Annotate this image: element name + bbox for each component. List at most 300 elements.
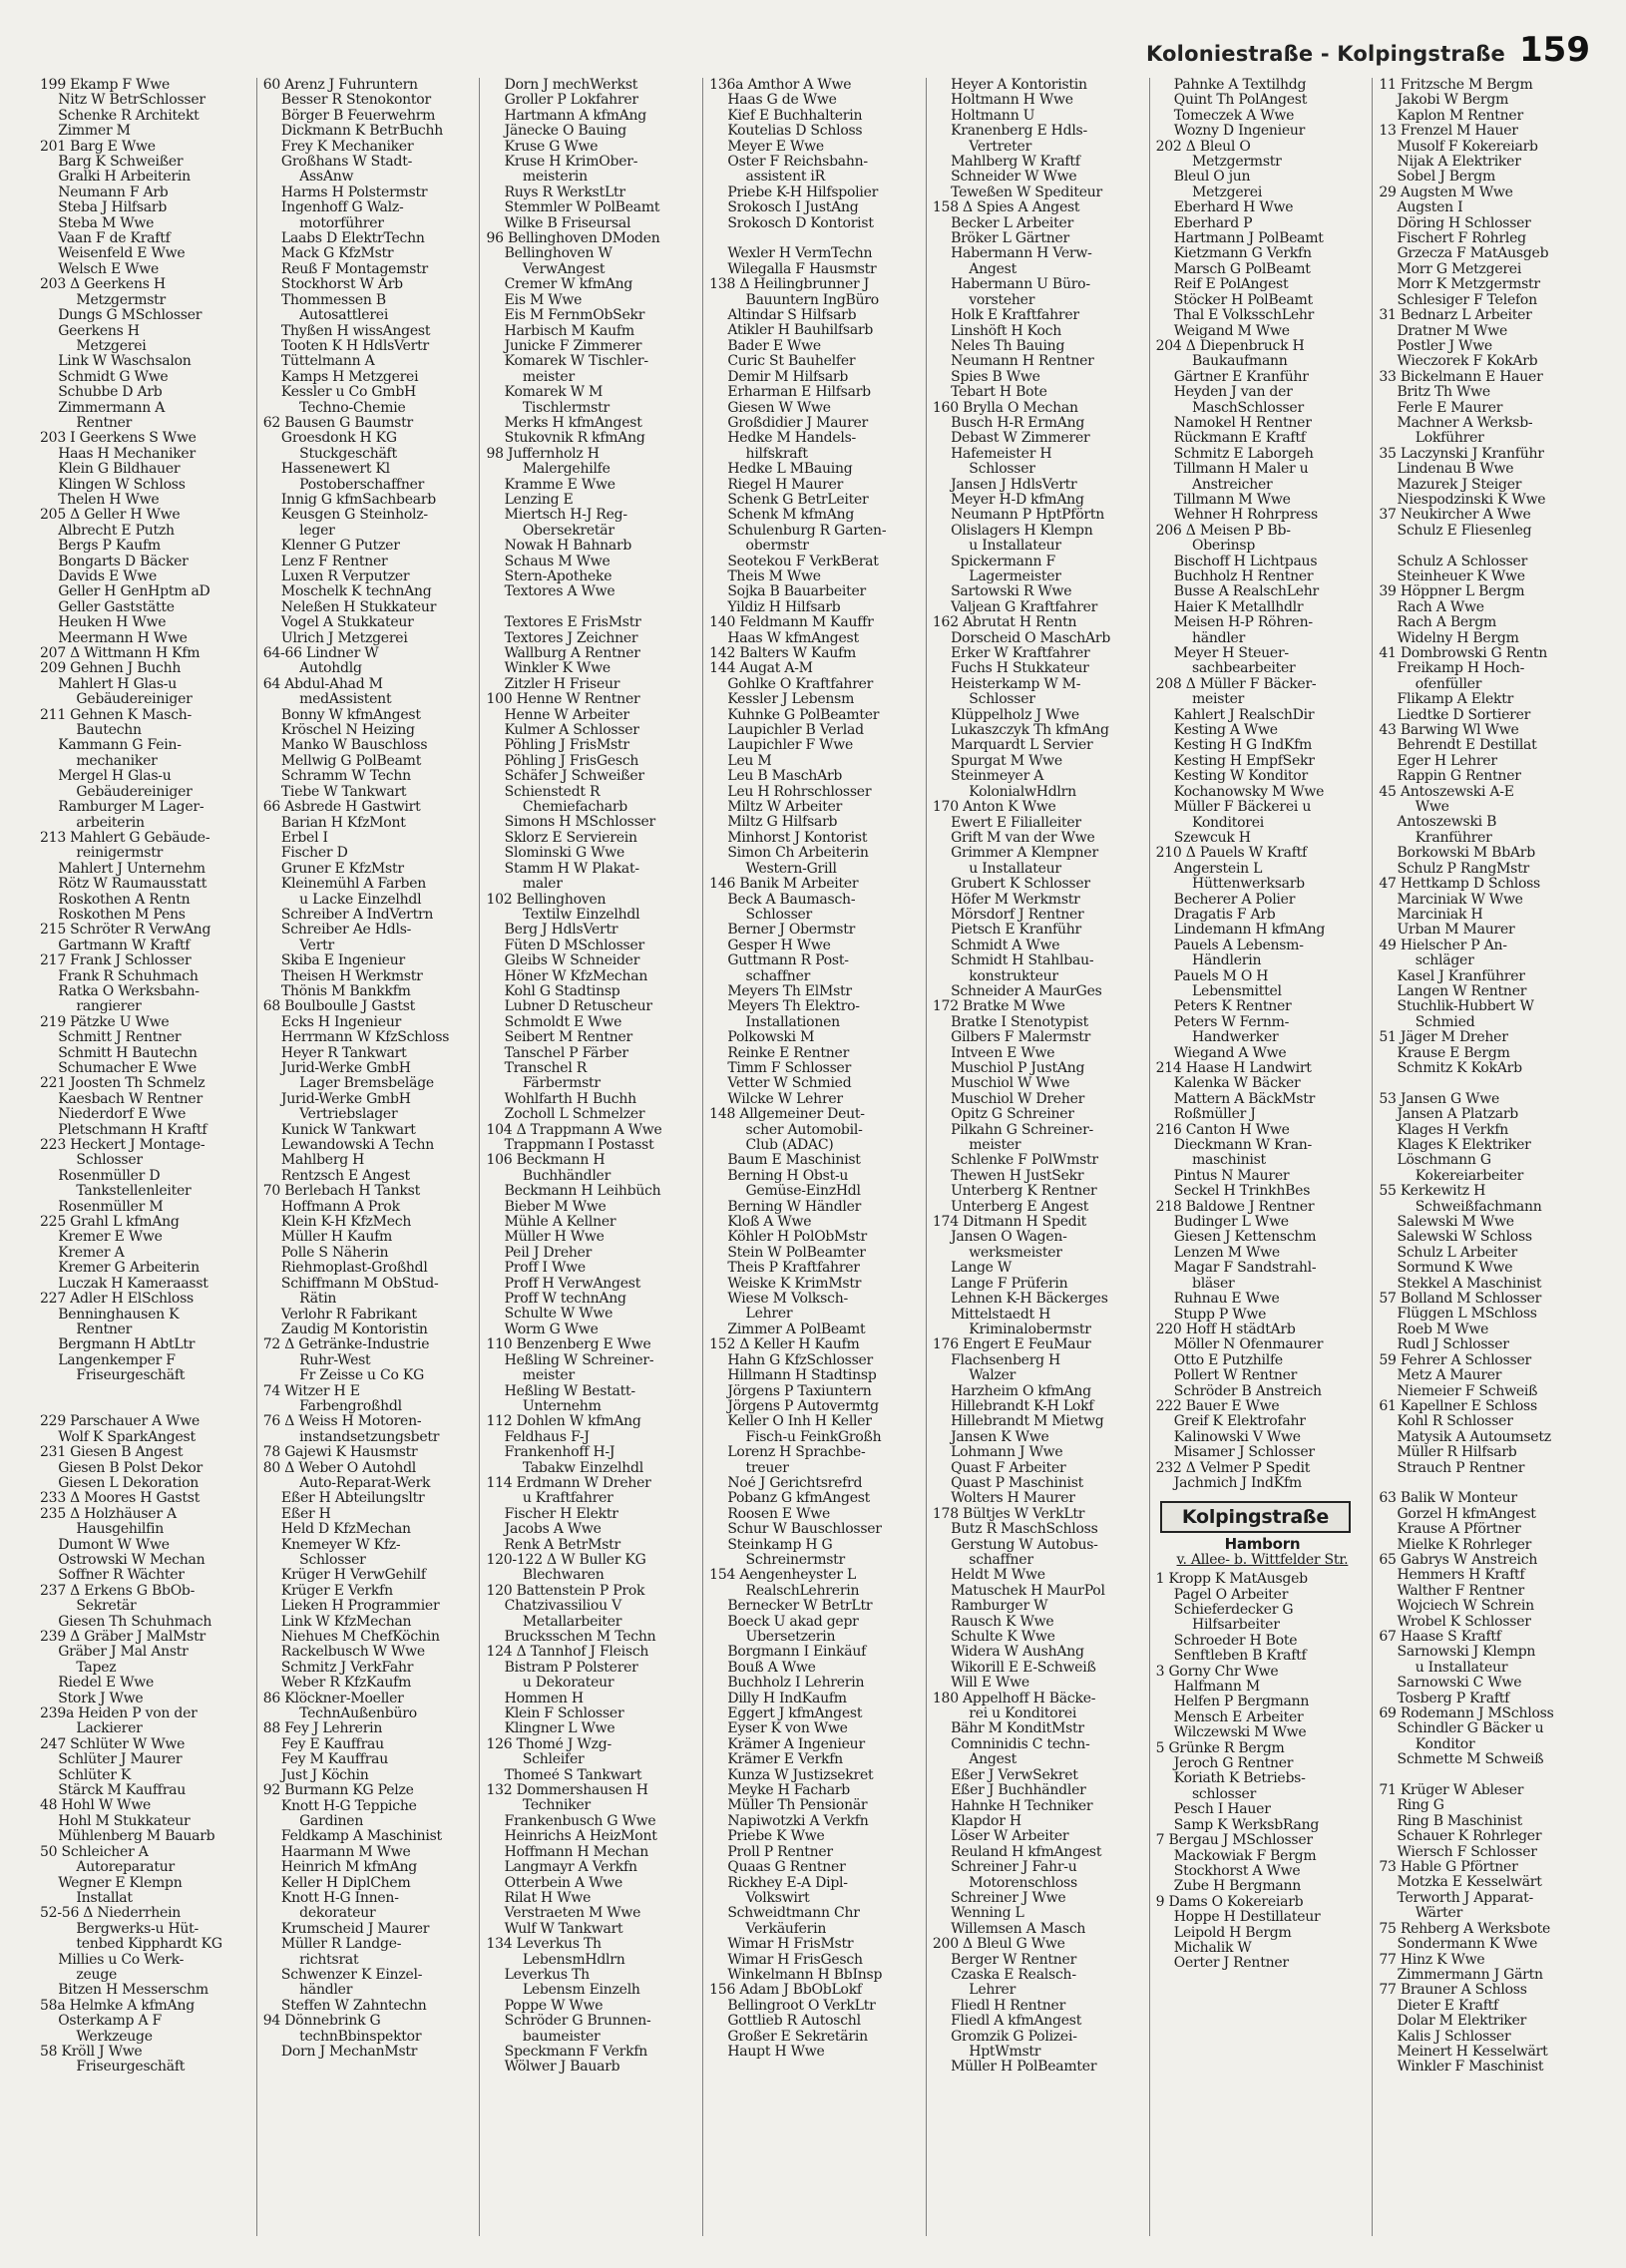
resident-entry: Dickmann K BetrBuchh	[280, 124, 444, 140]
resident-entry: Kesting H EmpfSekr	[1173, 753, 1315, 769]
resident-entry: Mackowiak F Bergm	[1173, 1848, 1317, 1864]
resident-entry: Buchholz H Rentner	[1173, 569, 1314, 584]
resident-entry: Ostrowski W Mechan	[58, 1552, 205, 1568]
resident-entry: Guttmann R Post-	[727, 953, 849, 969]
resident-entry: Müller F Bäckerei u	[1173, 800, 1312, 816]
resident-entry: Davids E Wwe	[58, 569, 158, 584]
resident-entry: Thal E VolksschLehr	[1173, 308, 1315, 324]
resident-entry: Bratke I Stenotypist	[951, 1014, 1088, 1030]
resident-entry: Zaudig M Kontoristin	[280, 1322, 428, 1337]
resident-entry: Habermann H Verw-	[951, 246, 1092, 262]
address-entry: 63 Balik W Monteur	[1379, 1491, 1517, 1507]
resident-entry: Schumacher E Wwe	[58, 1061, 197, 1076]
resident-entry: Gohlke O Kraftfahrer	[727, 676, 874, 692]
entry-continuation: Anstreicher	[1191, 477, 1273, 493]
resident-entry: Harbisch M Kaufm	[504, 323, 634, 339]
entry-continuation: Werkzeuge	[76, 2029, 153, 2045]
resident-entry: Kasel J Kranführer	[1397, 968, 1525, 984]
resident-entry: Heßling W Bestatt-	[504, 1383, 635, 1399]
resident-entry: Schulz E Fliesenleg	[1397, 523, 1532, 539]
address-entry: 218 Baldowe J Rentner	[1155, 1199, 1315, 1215]
entry-continuation: KolonialwHdlrn	[969, 784, 1076, 800]
resident-entry: Sobel J Bergm	[1397, 170, 1496, 186]
resident-entry: Borkowski M BbArb	[1397, 846, 1535, 862]
resident-entry: Pagel O Arbeiter	[1173, 1587, 1289, 1603]
resident-entry: Langenkemper F	[58, 1352, 176, 1368]
resident-entry: Holk E Kraftfahrer	[951, 308, 1079, 324]
resident-entry: Laupichler F Wwe	[727, 738, 854, 754]
entry-continuation: Lackierer	[76, 1721, 143, 1737]
resident-entry: Fischer H Elektr	[504, 1506, 618, 1522]
resident-entry: Quast F Arbeiter	[951, 1460, 1066, 1476]
resident-entry: Koriath K Betriebs-	[1173, 1771, 1306, 1787]
resident-entry: Luxen R Verputzer	[280, 569, 410, 584]
resident-entry: Reif E PolAngest	[1173, 277, 1289, 293]
address-entry: 77 Hinz K Wwe	[1379, 1952, 1485, 1968]
resident-entry: Metz A Maurer	[1397, 1368, 1502, 1384]
resident-entry: Jörgens P Autovermtg	[727, 1398, 879, 1414]
address-entry: 52-56 Δ Niederrhein	[40, 1906, 182, 1922]
resident-entry: Giesen B Polst Dekor	[58, 1460, 203, 1476]
resident-entry: Bader E Wwe	[727, 338, 821, 354]
resident-entry: Benninghausen K	[58, 1307, 180, 1323]
address-entry: 57 Bolland M Schlosser	[1379, 1292, 1542, 1308]
entry-continuation: Unternehm	[522, 1398, 602, 1414]
entry-continuation: Ruhr-West	[299, 1352, 371, 1368]
resident-entry: Kleinemühl A Farben	[280, 877, 427, 893]
entry-continuation: vorsteher	[969, 292, 1035, 308]
resident-entry: Jörgens P Taxiuntern	[727, 1383, 872, 1399]
resident-entry: Samp K WerksbRang	[1173, 1817, 1320, 1833]
resident-entry: Dilly H IndKaufm	[727, 1691, 847, 1706]
address-entry: 220 Hoff H städtArb	[1155, 1322, 1296, 1337]
resident-entry: Döring H Schlosser	[1397, 215, 1531, 231]
spacer	[1379, 1476, 1592, 1491]
address-entry: 59 Fehrer A Schlosser	[1379, 1352, 1531, 1368]
resident-entry: Bischoff H Lichtpaus	[1173, 554, 1318, 569]
address-entry: 39 Höppner L Bergm	[1379, 584, 1525, 600]
resident-entry: Sojka B Bauarbeiter	[727, 584, 866, 600]
entry-continuation: meister	[969, 1138, 1021, 1154]
resident-entry: Zimmer M	[58, 124, 131, 140]
address-entry: 72 Δ Getränke-Industrie	[262, 1337, 430, 1353]
address-entry: 146 Banik M Arbeiter	[709, 877, 859, 893]
resident-entry: Curic St Bauhelfer	[727, 354, 856, 370]
entry-continuation: Schlosser	[969, 462, 1035, 478]
entry-continuation: bläser	[1191, 1276, 1235, 1292]
resident-entry: Meyer H Steuer-	[1173, 646, 1289, 662]
address-entry: 64 Abdul-Ahad M	[262, 676, 383, 692]
resident-entry: Hommen H	[504, 1691, 584, 1706]
resident-entry: Willemsen A Masch	[951, 1921, 1086, 1937]
resident-entry: Teweßen W Spediteur	[951, 185, 1102, 200]
resident-entry: Busse A RealschLehr	[1173, 584, 1319, 600]
resident-entry: Schreiber A IndVertrn	[280, 907, 434, 923]
resident-entry: Meermann H Wwe	[58, 630, 188, 646]
directory-columns	[34, 78, 1595, 2236]
resident-entry: Boeck U akad gepr	[727, 1614, 859, 1630]
entry-continuation: Kokereiarbeiter	[1415, 1168, 1524, 1184]
resident-entry: Heinrichs A HeizMont	[504, 1829, 657, 1845]
entry-continuation: Autohdlg	[299, 661, 362, 677]
resident-entry: Simon Ch Arbeiterin	[727, 846, 869, 862]
entry-continuation: Textilw Einzelhdl	[522, 907, 640, 923]
entry-continuation: Lebensmittel	[1191, 983, 1282, 999]
resident-entry: Berning H Obst-u	[727, 1168, 849, 1184]
resident-entry: Ring B Maschinist	[1397, 1813, 1522, 1829]
resident-entry: Link W KfzMechan	[280, 1614, 412, 1630]
resident-entry: Mühlenberg M Bauarb	[58, 1829, 215, 1845]
entry-continuation: u Kraftfahrer	[522, 1491, 613, 1507]
resident-entry: Haupt H Wwe	[727, 2044, 825, 2060]
resident-entry: Müller Th Pensionär	[727, 1798, 868, 1814]
address-entry: 174 Ditmann H Spedit	[932, 1215, 1087, 1231]
resident-entry: Gromzik G Polizei-	[951, 2029, 1077, 2045]
resident-entry: Link W Waschsalon	[58, 354, 192, 370]
resident-entry: Becherer A Polier	[1173, 892, 1296, 908]
resident-entry: Jansen A Platzarb	[1397, 1107, 1518, 1123]
resident-entry: Textores A Wwe	[504, 584, 615, 600]
resident-entry: Rach A Bergm	[1397, 615, 1497, 631]
entry-continuation: Lagermeister	[969, 569, 1061, 584]
address-entry: 225 Grahl L kfmAng	[40, 1215, 180, 1231]
resident-entry: Bongarts D Bäcker	[58, 554, 189, 569]
resident-entry: Skiba E Ingenieur	[280, 953, 405, 969]
resident-entry: Neumann H Rentner	[951, 354, 1094, 370]
resident-entry: Quaas G Rentner	[727, 1860, 846, 1876]
resident-entry: Beck A Baumasch-	[727, 892, 856, 908]
resident-entry: Schulte K Wwe	[951, 1630, 1055, 1646]
resident-entry: Weigand M Wwe	[1173, 323, 1290, 339]
resident-entry: Lange W	[951, 1261, 1013, 1277]
entry-continuation: dekorateur	[299, 1906, 376, 1922]
street-range: v. Allee- b. Wittfelder Str.	[1176, 1551, 1349, 1568]
resident-entry: Gesper H Wwe	[727, 938, 831, 953]
resident-entry: Bellingroot O VerkLtr	[727, 1998, 876, 2014]
resident-entry: Lohmann J Wwe	[951, 1445, 1063, 1461]
resident-entry: Textores E FrisMstr	[504, 615, 641, 631]
resident-entry: Feldhaus F-J	[504, 1429, 590, 1445]
resident-entry: Kohl G Stadtinsp	[504, 983, 620, 999]
address-entry: 64-66 Lindner W	[262, 646, 379, 662]
resident-entry: Wieczorek F KokArb	[1397, 354, 1538, 370]
resident-entry: Beckmann H Leihbüch	[504, 1184, 661, 1200]
resident-entry: Olislagers H Klempn	[951, 523, 1093, 539]
entry-continuation: schläger	[1415, 953, 1474, 969]
address-entry: 158 Δ Spies A Angest	[932, 200, 1080, 216]
resident-entry: Müller H PolBeamter	[951, 2060, 1097, 2076]
resident-entry: Altindar S Hilfsarb	[727, 308, 857, 324]
resident-entry: Schroeder H Bote	[1173, 1633, 1298, 1649]
resident-entry: Frey K Mechaniker	[280, 139, 414, 155]
entry-continuation: Installat	[76, 1890, 133, 1906]
entry-continuation: Techno-Chemie	[299, 400, 406, 416]
resident-entry: Innig G kfmSachbearb	[280, 492, 436, 508]
resident-entry: Merks H kfmAngest	[504, 415, 642, 431]
resident-entry: Roskothen A Rentn	[58, 892, 191, 908]
resident-entry: Bleul O jun	[1173, 170, 1251, 186]
resident-entry: Bergs P Kaufm	[58, 539, 161, 555]
resident-entry: Kremer G Arbeiterin	[58, 1261, 200, 1277]
resident-entry: Harms H Polstermstr	[280, 185, 428, 200]
resident-entry: Hillmann H Stadtinsp	[727, 1368, 877, 1384]
entry-continuation: Konditor	[1415, 1736, 1475, 1752]
address-entry: 227 Adler H ElSchloss	[40, 1292, 194, 1308]
entry-continuation: Lokführer	[1415, 431, 1484, 447]
resident-entry: Transchel R	[504, 1060, 588, 1076]
resident-entry: Kranenberg E Hdls-	[951, 124, 1087, 140]
resident-entry: Köhler H PolObMstr	[727, 1230, 867, 1246]
address-entry: 132 Dommershausen H	[486, 1783, 648, 1799]
resident-entry: Motzka E Kesselwärt	[1397, 1875, 1542, 1891]
address-entry: 102 Bellinghoven	[486, 892, 607, 908]
address-entry: 1 Kropp K MatAusgeb	[1155, 1572, 1308, 1588]
resident-entry: Schmette M Schweiß	[1397, 1752, 1544, 1768]
resident-entry: Proll P Rentner	[727, 1844, 833, 1860]
resident-entry: Millies u Co Werk-	[58, 1952, 185, 1968]
resident-entry: Ingenhoff G Walz-	[280, 200, 404, 216]
resident-entry: Held D KfzMechan	[280, 1522, 411, 1538]
resident-entry: Marciniak W Wwe	[1397, 892, 1523, 908]
resident-entry: Musolf F Kokereiarb	[1397, 139, 1538, 155]
address-entry: 160 Brylla O Mechan	[932, 400, 1078, 416]
resident-entry: Hahn G KfzSchlosser	[727, 1352, 873, 1368]
resident-entry: Klein F Schlosser	[504, 1706, 624, 1722]
resident-entry: Jänecke O Bauing	[504, 124, 626, 140]
resident-entry: Hohl M Stukkateur	[58, 1813, 191, 1829]
resident-entry: Hoffmann A Prok	[280, 1199, 400, 1215]
resident-entry: Welsch E Wwe	[58, 261, 160, 277]
resident-entry: Schauer K Rohrleger	[1397, 1829, 1542, 1845]
resident-entry: Berger W Rentner	[951, 1952, 1077, 1968]
address-entry: 92 Burmann KG Pelze	[262, 1783, 414, 1799]
resident-entry: Rausch K Wwe	[951, 1614, 1054, 1630]
entry-continuation: Konditorei	[1191, 815, 1264, 831]
resident-entry: Worm G Wwe	[504, 1322, 599, 1337]
resident-entry: Helfen P Bergmann	[1173, 1695, 1310, 1710]
address-entry: 100 Henne W Rentner	[486, 692, 640, 708]
entry-continuation: VerwAngest	[522, 261, 606, 277]
resident-entry: Szewcuk H	[1173, 830, 1251, 846]
address-entry: 233 Δ Moores H Gastst	[40, 1491, 201, 1507]
address-entry: 45 Antoszewski A-E	[1379, 784, 1514, 800]
entry-continuation: Metzgerei	[76, 338, 147, 354]
resident-entry: Kalis J Schlosser	[1397, 2029, 1511, 2045]
resident-entry: Klapdor H	[951, 1813, 1021, 1829]
entry-continuation: schaffner	[969, 1553, 1033, 1568]
resident-entry: Dorn J mechWerkst	[504, 78, 638, 93]
resident-entry: Wexler H VermTechn	[727, 246, 873, 262]
entry-continuation: Händlerin	[1191, 953, 1262, 969]
resident-entry: Wilcke W Lehrer	[727, 1091, 843, 1107]
resident-entry: Schlüter K	[58, 1767, 132, 1783]
address-entry: 62 Bausen G Baumstr	[262, 415, 413, 431]
resident-entry: Niehues M ChefKöchin	[280, 1630, 440, 1646]
resident-entry: Dratner M Wwe	[1397, 323, 1508, 339]
entry-continuation: HptWmstr	[969, 2045, 1041, 2060]
resident-entry: Jansen J HdlsVertr	[951, 477, 1077, 493]
resident-entry: Klein G Bildhauer	[58, 462, 181, 478]
entry-continuation: werksmeister	[969, 1245, 1062, 1261]
resident-entry: Jansen O Wagen-	[951, 1230, 1067, 1246]
resident-entry: Proff I Wwe	[504, 1261, 586, 1277]
resident-entry: Schmitz E Laborgeh	[1173, 446, 1314, 462]
address-entry: 3 Gorny Chr Wwe	[1155, 1664, 1279, 1680]
resident-entry: Schlenke F PolWmstr	[951, 1153, 1098, 1169]
resident-entry: Flüggen L MSchloss	[1397, 1307, 1537, 1323]
resident-entry: Kramme E Wwe	[504, 477, 615, 493]
column-3	[479, 78, 702, 2236]
resident-entry: Stukovnik R kfmAng	[504, 431, 645, 447]
entry-continuation: Sekretär	[76, 1599, 137, 1615]
resident-entry: Proff W technAng	[504, 1292, 626, 1308]
entry-continuation: Stuckgeschäft	[299, 446, 397, 462]
resident-entry: Herrmann W KfzSchloss	[280, 1030, 450, 1046]
resident-entry: Schiffmann M ObStud-	[280, 1276, 439, 1292]
resident-entry: Sarnowski J Klempn	[1397, 1645, 1536, 1661]
resident-entry: Dieter E Kraftf	[1397, 1998, 1498, 2014]
resident-entry: Lubner D Retuscheur	[504, 999, 652, 1015]
resident-entry: Klages K Elektriker	[1397, 1138, 1531, 1153]
entry-continuation: Schlosser	[745, 907, 812, 923]
address-entry: 65 Gabrys W Anstreich	[1379, 1552, 1538, 1568]
resident-entry: Steinkamp H G	[727, 1537, 833, 1553]
resident-entry: Kalenka W Bäcker	[1173, 1076, 1301, 1092]
resident-entry: Brucksschen M Techn	[504, 1630, 656, 1646]
resident-entry: Albrecht E Putzh	[58, 523, 175, 539]
resident-entry: Muschiol W Wwe	[951, 1076, 1070, 1092]
resident-entry: Hartmann A kfmAng	[504, 108, 646, 124]
resident-entry: Rappin G Rentner	[1397, 769, 1521, 785]
resident-entry: Chatzivassiliou V	[504, 1599, 621, 1615]
entry-continuation: baumeister	[522, 2029, 601, 2045]
entry-continuation: maler	[522, 877, 563, 893]
resident-entry: Kessler J Lebensm	[727, 692, 855, 708]
resident-entry: Gilbers F Malermstr	[951, 1030, 1091, 1046]
resident-entry: Klingner L Wwe	[504, 1721, 615, 1737]
column-2	[256, 78, 480, 2236]
address-entry: 48 Hohl W Wwe	[40, 1798, 152, 1814]
resident-entry: Leverkus Th	[504, 1967, 590, 1983]
resident-entry: Terworth J Apparat-	[1397, 1890, 1534, 1906]
address-entry: 78 Gajewi K Hausmstr	[262, 1445, 418, 1461]
resident-entry: Kulmer A Schlosser	[504, 723, 639, 739]
resident-entry: Zimmermann J Gärtn	[1397, 1967, 1543, 1983]
entry-continuation: Bauuntern IngBüro	[745, 292, 879, 308]
resident-entry: Schmitz K KokArb	[1397, 1060, 1522, 1076]
address-entry: 231 Giesen B Angest	[40, 1445, 184, 1461]
resident-entry: Feldkamp A Maschinist	[280, 1829, 442, 1845]
resident-entry: Sondermann K Wwe	[1397, 1937, 1538, 1953]
resident-entry: Klingen W Schloss	[58, 477, 186, 493]
entry-continuation: RealschLehrerin	[745, 1583, 860, 1599]
resident-entry: Eßer H Abteilungsltr	[280, 1491, 425, 1507]
resident-entry: Gralki H Arbeiterin	[58, 170, 191, 186]
resident-entry: Reinke E Rentner	[727, 1045, 850, 1061]
resident-entry: Stockhorst A Wwe	[1173, 1863, 1301, 1879]
resident-entry: Eberhard H Wwe	[1173, 200, 1294, 216]
address-entry: 70 Berlebach H Tankst	[262, 1184, 420, 1200]
resident-entry: Pletschmann H Kraftf	[58, 1122, 207, 1138]
address-entry: 138 Δ Heilingbrunner J	[709, 277, 870, 293]
entry-continuation: Oberinsp	[1191, 539, 1256, 555]
entry-continuation: Kranführer	[1415, 830, 1492, 846]
resident-entry: Verstraeten M Wwe	[504, 1906, 641, 1922]
resident-entry: Baum E Maschinist	[727, 1153, 861, 1169]
resident-entry: Widelny H Bergm	[1397, 630, 1519, 646]
address-entry: 60 Arenz J Fuhruntern	[262, 78, 418, 93]
address-entry: 114 Erdmann W Dreher	[486, 1475, 651, 1491]
resident-entry: Priebe K-H Hilfspolier	[727, 185, 879, 200]
resident-entry: Mörsdorf J Rentner	[951, 907, 1084, 923]
address-entry: 110 Benzenberg E Wwe	[486, 1337, 651, 1353]
resident-entry: Moschelk K technAng	[280, 584, 432, 600]
resident-entry: Machner A Werksb-	[1397, 415, 1533, 431]
resident-entry: Haier K Metallhdlr	[1173, 599, 1304, 615]
entry-continuation: medAssistent	[299, 692, 392, 708]
resident-entry: Gartmann W Kraftf	[58, 938, 191, 953]
resident-entry: Krüger H VerwGehilf	[280, 1568, 426, 1584]
entry-continuation: Friseurgeschäft	[76, 2060, 186, 2076]
entry-continuation: Obersekretär	[522, 523, 614, 539]
resident-entry: Schneider W Wwe	[951, 170, 1077, 186]
address-entry: 67 Haase S Kraftf	[1379, 1629, 1501, 1645]
entry-continuation: Walzer	[969, 1368, 1016, 1384]
resident-entry: Renk A BetrMstr	[504, 1537, 620, 1553]
resident-entry: Müller H Kaufm	[280, 1230, 393, 1246]
resident-entry: Kruse H KrimOber-	[504, 155, 638, 171]
resident-entry: Peters K Rentner	[1173, 999, 1292, 1015]
resident-entry: Otterbein A Wwe	[504, 1875, 622, 1891]
entry-continuation: zeuge	[76, 1967, 118, 1983]
resident-entry: Riehmoplast-Großhdl	[280, 1261, 428, 1277]
entry-continuation: Motorenschloss	[969, 1875, 1077, 1891]
resident-entry: Oerter J Rentner	[1173, 1956, 1289, 1972]
resident-entry: Pesch I Hauer	[1173, 1802, 1271, 1818]
resident-entry: Tillmann H Maler u	[1173, 462, 1309, 478]
running-head: Koloniestraße - Kolpingstraße	[1145, 42, 1506, 66]
resident-entry: Frank R Schuhmach	[58, 968, 199, 984]
resident-entry: Britz Th Wwe	[1397, 385, 1490, 401]
resident-entry: Spurgat M Wwe	[951, 753, 1062, 769]
resident-entry: Greif K Elektrofahr	[1173, 1414, 1306, 1430]
address-entry: 232 Δ Velmer P Spedit	[1155, 1460, 1311, 1476]
resident-entry: Mahlert J Unternehm	[58, 861, 205, 877]
resident-entry: Pobanz G kfmAngest	[727, 1491, 871, 1507]
address-entry: 217 Frank J Schlosser	[40, 953, 192, 969]
entry-continuation: Färbermstr	[522, 1076, 601, 1092]
resident-entry: Srokosch I JustAng	[727, 200, 859, 216]
resident-entry: Miltz W Arbeiter	[727, 800, 843, 816]
resident-entry: Eßer J VerwSekret	[951, 1767, 1078, 1783]
resident-entry: Kammann G Fein-	[58, 738, 182, 754]
resident-entry: Eggert J kfmAngest	[727, 1706, 863, 1722]
resident-entry: Krumscheid J Maurer	[280, 1921, 430, 1937]
entry-continuation: Baukaufmann	[1191, 354, 1288, 370]
entry-continuation: Metzgermstr	[1191, 155, 1282, 171]
resident-entry: Schaus M Wwe	[504, 554, 610, 569]
address-entry: 71 Krüger W Ableser	[1379, 1783, 1524, 1799]
resident-entry: Pöhling J FrisMstr	[504, 738, 629, 754]
resident-entry: Berg J HdlsVertr	[504, 923, 618, 939]
address-entry: 49 Hielscher P An-	[1379, 938, 1507, 953]
address-entry: 223 Heckert J Montage-	[40, 1138, 205, 1154]
entry-continuation: u Installateur	[969, 861, 1061, 877]
resident-entry: Rosenmüller M	[58, 1199, 164, 1215]
resident-entry: Marquardt L Servier	[951, 738, 1093, 754]
resident-entry: Spies B Wwe	[951, 369, 1040, 385]
resident-entry: Krause A Pförtner	[1397, 1522, 1521, 1538]
